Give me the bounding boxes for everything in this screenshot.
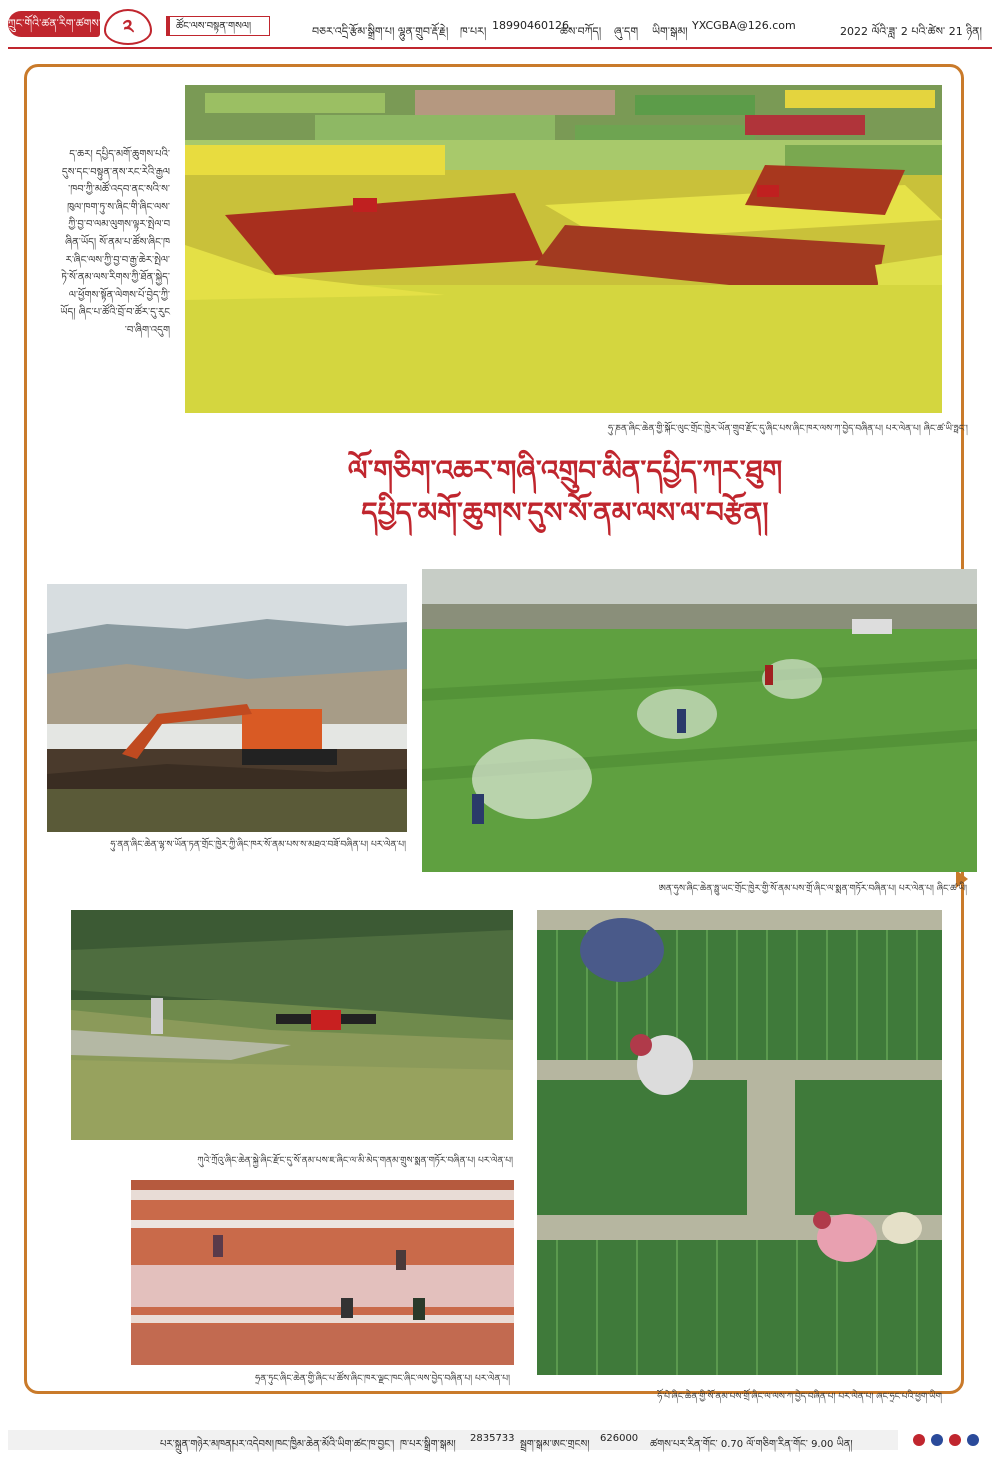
intro-paragraph: ད་ཆར། དཔྱིད་མགོ་ཆུགས་པའི་དུས་དང་བསྟུན་ནས་རང་རེའི་རྒྱལ་ཁབ་ཀྱི་མཚོ་འདབ་ནང་སའི་ས་ཁུལ་ཁག་ཏུ་ས་ཞིང་གི་ཞིང་ལས་ཀྱི་བྱ་བ་ལམ་ལུགས་ལྟར་སྤེལ་བཞིན་ཡོད། སོ་ནམ་པ་ཚོས་ཞིང་ཁར་ཞིང་ལས་ཀྱི་བྱ་བ་རྒྱ་ཆེར་སྤེལ་ཏེ་སོ་ནམ་ལས་རིགས་ཀྱི་ཐོན་སྐྱེད་ལ་ཕྱོགས་སྟོན་ལེགས་པོ་བྱེད་ཀྱི་ཡོད། ཞིང་པ་ཚོའི་བྲོ་བ་ཚོར་དུ་རུང་བ་ཞིག་འདུག [60,149,170,336]
caption-photo1: ཧུ་ཎན་ཞིང་ཆེན་གྱི་སྐོང་ལུང་གྲོང་ཁྱེར་ཡོན་གྲུབ་རྫོང་དུ་ཞིང་པས་ཞིང་ཁར་ལས་ཀ་བྱེད་བཞིན་པ། པར་ལེན་པ། ཞིང་ཚ་ཡི་ཧྥང་། [608,424,968,434]
footer-price: ཚགས་པར་རིན་གོང་ 0.70 ལོ་གཅིག་རིན་གོང་ 9.00 ཡིན། [650,1439,853,1450]
email-label: ཡིག་སྒམ། [652,25,688,38]
caption-photo2: ཧུ་ནན་ཞིང་ཆེན་ལྷ་ས་ཡོན་ཏན་གྲོང་ཁྱེར་ཀྱི་ཞིང་ཁར་སོ་ནམ་པས་ས་མཐའ་བཟོ་བཞིན་པ། པར་ལེན་པ། [110,840,406,850]
footer-address: ཁང་ཁྱིམ་ཆེན་མོའི་ཡིག་ཚང་ཁ་བྱང་། [275,1439,395,1450]
caption-photo6: ཧོ་པེ་ཞིང་ཆེན་གྱི་སོ་ནམ་པས་གྲོ་ཞིང་ལ་ལས་ཀ་བྱེད་བཞིན་པ། པར་ལེན་པ། ཞང་ཧྲང་པའི་ཕྱག་ཡིག [657,1392,942,1402]
photo-wheat-plots [537,910,942,1375]
photo-greenhouse-rows [131,1180,514,1365]
footer-printer: པར་འདེབས། [232,1439,274,1450]
caption-photo4: ཀུའེ་ཀྲོའུ་ཞིང་ཆེན་སྐྱེ་ཞིང་རྫོང་དུ་སོ་ནམ་པས་ཇ་ཞིང་ལ་མི་མེད་གནམ་གྲུས་སྨན་གཏོར་བཞིན་པ། པར་ལེན་པ། [197,1156,513,1166]
caption-photo5: ཧྲན་ཏུང་ཞིང་ཆེན་གྱི་ཞིང་པ་ཚོས་ཞིང་ཁར་ལྗང་ཁང་ཞིང་ལས་བྱེད་བཞིན་པ། པར་ལེན་པ། [255,1374,510,1384]
headline [185,450,945,534]
section-title: ཚོང་ལས་བསྟན་གསལ། [166,16,270,36]
phone-number: 18990460126 [492,19,569,32]
footer-phone-label: ཁ་པར་སྒྲིག་སྒམ། [400,1439,456,1450]
footer-publisher: པར་སྐྲུན་གཉེར་མཁན། [160,1439,234,1450]
header-rule [8,47,992,49]
footer-phone: 2835733 [470,1433,515,1444]
proofread-credit: ཞུ་དག [614,25,639,38]
page-number: ༢ [104,9,152,45]
phone-label: ཁ་པར། [460,25,487,38]
issue-date: 2022 ལོའི་ཟླ་ 2 པའི་ཚེས་ 21 ཉིན། [840,25,982,38]
masthead: ཀྲུང་གོའི་ཚན་རིག་ཚགས་པར། [8,11,100,37]
photo-spraying-field [422,569,977,872]
photo-drone-tea-field [71,910,513,1140]
photo-excavator [47,584,407,832]
footer-ornament-icon [910,1431,990,1449]
page-header [0,0,1000,50]
design-credit: ཆས་བཀོད། [560,25,602,38]
footer-postcode-label: སྦྲག་སྒམ་ཨང་གྲངས། [520,1439,590,1450]
email-address: YXCGBA@126.com [692,19,796,32]
editor-credit: བཅར་འདྲི་རྩོམ་སྒྲིག་པ། ལྷུན་གྲུབ་རྡོ་རྗེ། [312,25,449,38]
headline-line2: དཔྱིད་མགོ་ཆུགས་དུས་སོ་ནམ་ལས་ལ་བརྩོན། [361,496,769,529]
headline-line1: ལོ་གཅིག་འཆར་གཞི་འགྲུབ་མིན་དཔྱིད་ཀར་ཐུག [347,454,783,487]
caption-photo3: ཨན་ཧུས་ཞིང་ཆེན་ཧྥུ་ཡང་གྲོང་ཁྱེར་གྱི་སོ་ནམ་པས་གྲོ་ཞིང་ལ་སྨན་གཏོར་བཞིན་པ། པར་ལེན་པ། ཞིང་ཚ་ཡི། [658,884,967,894]
photo-farmland-aerial [185,85,942,413]
footer-postcode: 626000 [600,1433,639,1444]
